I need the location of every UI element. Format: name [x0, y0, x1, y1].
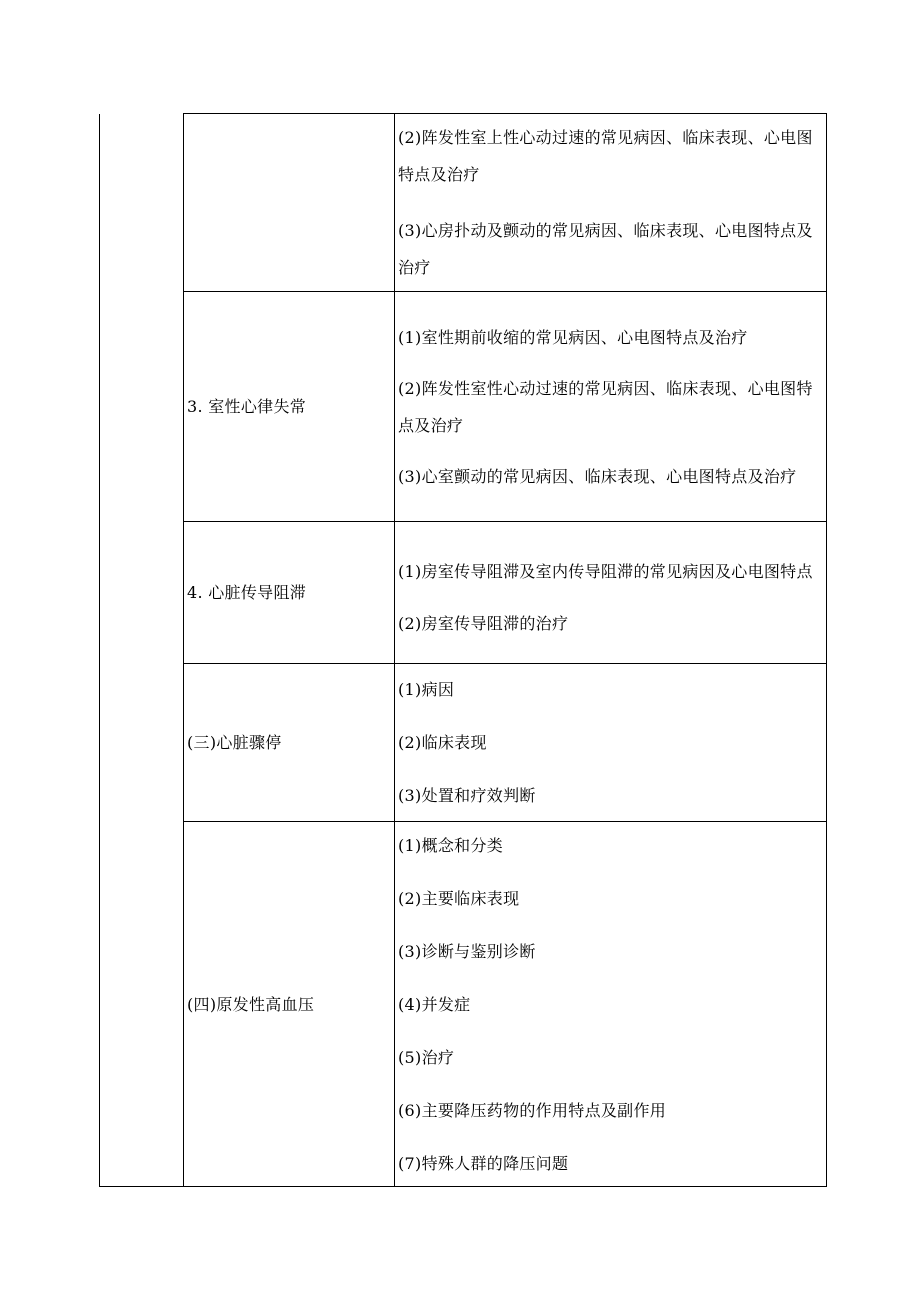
content-item: (1)房室传导阻滞及室内传导阻滞的常见病因及心电图特点: [398, 561, 813, 581]
table-row: [100, 822, 827, 1187]
topic-cell: [184, 822, 395, 1187]
content-item: (3)诊断与鉴别诊断: [398, 941, 536, 961]
syllabus-table: [99, 113, 827, 1187]
content-item: (2)阵发性室上性心动过速的常见病因、临床表现、心电图特点及治疗: [398, 128, 813, 184]
table-row: [100, 114, 827, 292]
content-cell: [395, 664, 827, 822]
content-cell: [395, 522, 827, 664]
content-item: (6)主要降压药物的作用特点及副作用: [398, 1100, 667, 1120]
content-item: (3)心室颤动的常见病因、临床表现、心电图特点及治疗: [398, 466, 797, 486]
table-row: [100, 292, 827, 522]
content-list: [398, 119, 826, 286]
content-item: (2)主要临床表现: [398, 888, 520, 908]
topic-label: (四)原发性高血压: [187, 994, 315, 1014]
content-list: [398, 836, 826, 1173]
content-list: [398, 553, 826, 633]
table-row: [100, 522, 827, 664]
content-item: (3)处置和疗效判断: [398, 786, 536, 805]
content-item: (2)房室传导阻滞的治疗: [398, 613, 569, 633]
topic-label: 3. 室性心律失常: [187, 397, 307, 416]
topic-label: 4. 心脏传导阻滞: [187, 583, 307, 602]
topic-cell: [184, 664, 395, 822]
content-item: (1)室性期前收缩的常见病因、心电图特点及治疗: [398, 327, 748, 347]
category-cell: [100, 114, 184, 1187]
content-item: (1)病因: [398, 680, 455, 699]
content-cell: [395, 822, 827, 1187]
content-list: [398, 319, 826, 495]
content-item: (7)特殊人群的降压问题: [398, 1153, 569, 1173]
topic-cell: [184, 292, 395, 522]
content-item: (3)心房扑动及颤动的常见病因、临床表现、心电图特点及治疗: [398, 221, 813, 277]
topic-cell: [184, 522, 395, 664]
content-cell: [395, 292, 827, 522]
content-item: (2)阵发性室性心动过速的常见病因、临床表现、心电图特点及治疗: [398, 378, 813, 435]
topic-cell: [184, 114, 395, 292]
topic-label: (三)心脏骤停: [187, 733, 282, 752]
content-list: [398, 680, 826, 805]
table-row: [100, 664, 827, 822]
content-item: (1)概念和分类: [398, 835, 504, 855]
content-item: (5)治疗: [398, 1047, 455, 1067]
content-cell: [395, 114, 827, 292]
content-item: (2)临床表现: [398, 733, 487, 752]
content-item: (4)并发症: [398, 994, 471, 1014]
